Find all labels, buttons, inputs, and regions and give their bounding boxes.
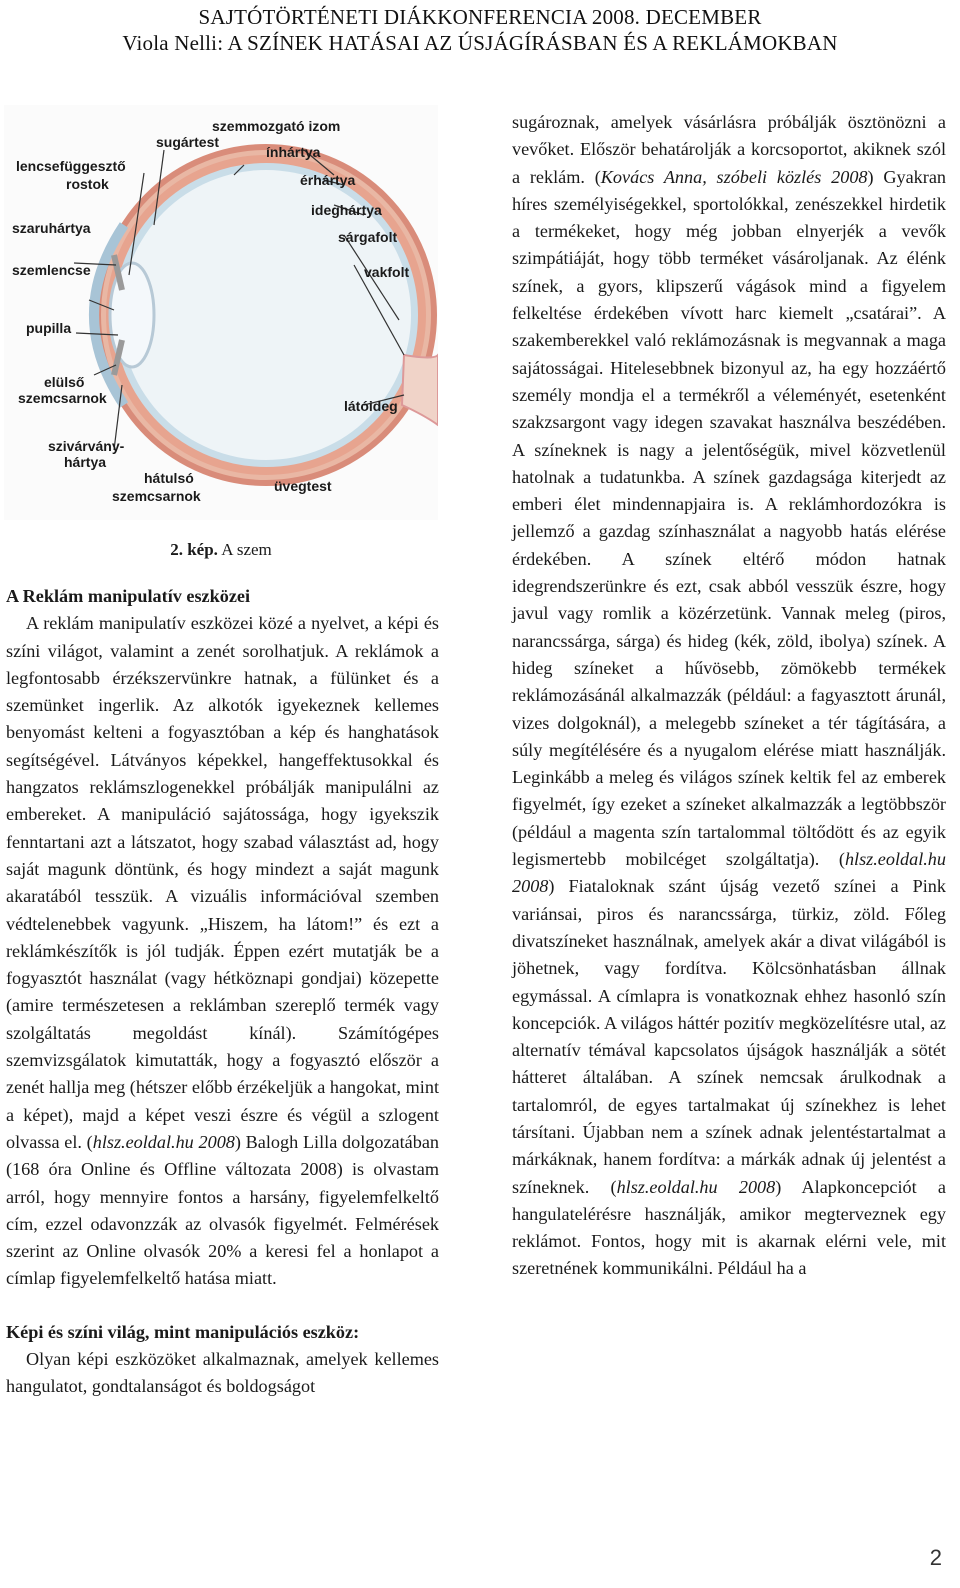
label-elulso-1: elülső <box>44 374 85 390</box>
section-heading-2: Képi és színi világ, mint manipulációs eszköz: <box>6 1321 360 1342</box>
right-text-1: sugároznak, amelyek vásárlásra próbálják ösztönözni a vevőket. Először behatárolják a korcsoportot, akiknek szól a reklám. ( <box>512 112 946 187</box>
right-citation-1: Kovács Anna, szóbeli közlés 2008 <box>600 166 868 187</box>
right-text-3: ) Fiataloknak szánt újság vezető színei a Pink variánsai, piros és narancssárga, türkiz, zöld. Főleg divatszíneket használnak, amelyek akár a divat világából is jöhetnek, vagy fordítva. Kölcsönhatásban állnak egymással. A címlapra is vonatkoznak ehhez hasonló szín koncepciók. A világos háttér pozitív megközelítésre utal, az alternatív témával kapcsolatos újságok használják a sötét hátteret általában. A színek nemcsak árulkodnak a tartalomról, de egyes tartalmakat új színekhez is lehet társítani. Újabban nem a színek adnak jelentéstartalmat a márkáknak, hanem fordítva: a márkák adnak új jelentést a színeknek. ( <box>512 876 946 1197</box>
right-citation-2: hlsz.eoldal.hu 2008 <box>512 849 946 897</box>
header-line-1: SAJTÓTÖRTÉNETI DIÁKKONFERENCIA 2008. DECEMBER <box>198 5 762 29</box>
label-uvegtest: üvegtest <box>274 478 332 494</box>
label-inharta: ínhártya <box>266 144 321 160</box>
label-vakfolt: vakfolt <box>364 264 410 280</box>
left-paragraph-2: Olyan képi eszközöket alkalmaznak, amelyek kellemes hangulatot, gondtalanságot és boldogságot <box>6 1349 439 1397</box>
left-column <box>6 583 439 1401</box>
eye-diagram-figure <box>4 105 438 520</box>
label-erhartya: érhártya <box>300 172 356 188</box>
eye-diagram <box>4 105 438 520</box>
label-sargafolt: sárgafolt <box>338 229 398 245</box>
running-header <box>0 4 960 56</box>
label-sugartest: sugártest <box>156 134 220 150</box>
label-lencse-1: lencsefüggesztő <box>16 158 126 174</box>
label-hatulso-1: hátulsó <box>144 470 194 486</box>
header-line-2: Viola Nelli: A SZÍNEK HATÁSAI AZ ÚSJÁGÍRÁSBAN ÉS A REKLÁMOKBAN <box>122 31 838 55</box>
right-citation-3: hlsz.eoldal.hu 2008 <box>616 1176 776 1197</box>
optic-nerve-shape <box>402 355 438 425</box>
label-szivarvany-2: hártya <box>64 454 107 470</box>
label-szivarvany-1: szivárvány- <box>48 438 125 454</box>
figure-caption <box>4 540 438 560</box>
right-text-2: ) Gyakran híres személyiségekkel, sportolókkal, zenészekkel hirdetik a termékeket, hogy még jobban elnyerjék a vevők szimpátiáját, hogy több terméket vásároljanak. Az élénk színek, a gyors, klipszerű vágások mind a figyelem felkeltése érdekében vívott harc kiemelt „csatárai”. A szakemberekkel való reklámozásnak is megvannak a maga sajátosságai. Hitelesebbnek bizonyul az, ha egy hozzáértő személy mondja el a termékről a véleményét, esetenként szakzsargont vagy idegen szavakat használva beszédében. A színeknek is nagy a jelentőségük, mivel közvetlenül hatolnak a tudatunkba. A színek gazdagsága kiterjedt az emberi élet mindennapjaira is. A reklámhordozókra is jellemző a gazdag színhasználat a nagyobb hatás elérése érdekében. A színek eltérő módon hatnak idegrendszerünkre és ezt, csak abból vesszük észre, hogy javul vagy romlik a közérzetünk. Vannak meleg (piros, narancssárga, sárga) és hideg (kék, zöld, ibolya) színek. A hideg színeket a hűvösebb, zömökebb termékek reklámozásánál alkalmazzák (például: a fagyasztott árunál, vizes dolgoknál), a melegebb színeket a tér tágítására, a súly megítélésére és a nyugalom elérése miatt használják. Leginkább a meleg és világos színek keltik fel az emberek figyelmét, így ezeket a színeket alkalmazzák a legtöbbször (például a magenta szín tartalommal töltődött és az egyik legismertebb mobilcéget szolgáltatja). ( <box>512 166 946 870</box>
caption-number: 2. kép. <box>170 540 218 559</box>
right-column <box>512 109 946 1283</box>
label-szemlencse: szemlencse <box>12 262 91 278</box>
left-paragraph-1-text: A reklám manipulatív eszközei közé a nyelvet, a képi és színi világot, valamint a zenét sorolhatjuk. A reklámok a legfontosabb érzékszervünkre hatnak, a fülünket és a szemünket ingerlik. Az alkotók igyekeznek kellemes benyomást kelteni a fogyasztóban a kép és hanghatások segítségével. Látványos képekkel, hangeffektusokkal és hangzatos reklámszlogenekkel próbálják manipulálni az embereket. A manipuláció sajátossága, hogy igyekszik fenntartani azt a látszatot, hogy szabad választást ad, hogy saját magunk döntünk, és hogy mindezt a saját magunk akaratából tesszük. A vizuális információval szemben védtelenebbek vagyunk. „Hiszem, ha látom!” és ezt a reklámkészítők is jól tudják. Éppen ezért mutatják be a fogyasztót használat (vagy hétköznapi gondjai) közepette (amire természetesen a reklámban szereplő termék vagy szolgáltatás megoldást kínál). Számítógépes szemvizsgálatok kimutatták, hogy a fogyasztó először a zenét hallja meg (hétszer előbb érzékeljük a hangokat, mint a képet), majd a képet veszi észre és végül a szlogent olvassa el. ( <box>6 613 439 1152</box>
left-paragraph-1 <box>6 610 439 1292</box>
label-elulso-2: szemcsarnok <box>18 390 107 406</box>
page-number: 2 <box>929 1545 942 1570</box>
right-paragraph <box>512 109 946 1283</box>
label-szemmozgato: szemmozgató izom <box>212 118 341 134</box>
label-hatulso-2: szemcsarnok <box>112 488 201 504</box>
label-szaruhartya: szaruhártya <box>12 220 91 236</box>
caption-text: A szem <box>217 540 272 559</box>
label-lencse-2: rostok <box>66 176 109 192</box>
label-pupilla: pupilla <box>26 320 72 336</box>
left-citation-1: hlsz.eoldal.hu 2008 <box>92 1131 235 1152</box>
label-ideghartya: ideghártya <box>311 202 382 218</box>
label-latoideg: látóideg <box>344 398 398 414</box>
right-text-4: ) Alapkoncepciót a hangulatelérésre használják, amikor megterveznek egy reklámot. Fontos, hogy mit is akarnak elérni vele, mit szeretnének kommunikálni. Például ha a <box>512 1176 947 1279</box>
section-heading-1: A Reklám manipulatív eszközei <box>6 586 251 606</box>
left-paragraph-1-end: ) Balogh Lilla dolgozatában (168 óra Online és Offline változata 2008) is olvastam arról, hogy mennyire fontos a harsány, figyelemfelkeltő cím, ezzel odavonzzák az olvasók figyelmét. Felmérések szerint az Online olvasók 20% a keresi fel a honlapot a címlap figyelemfelkeltő hatása miatt. <box>6 1131 439 1289</box>
